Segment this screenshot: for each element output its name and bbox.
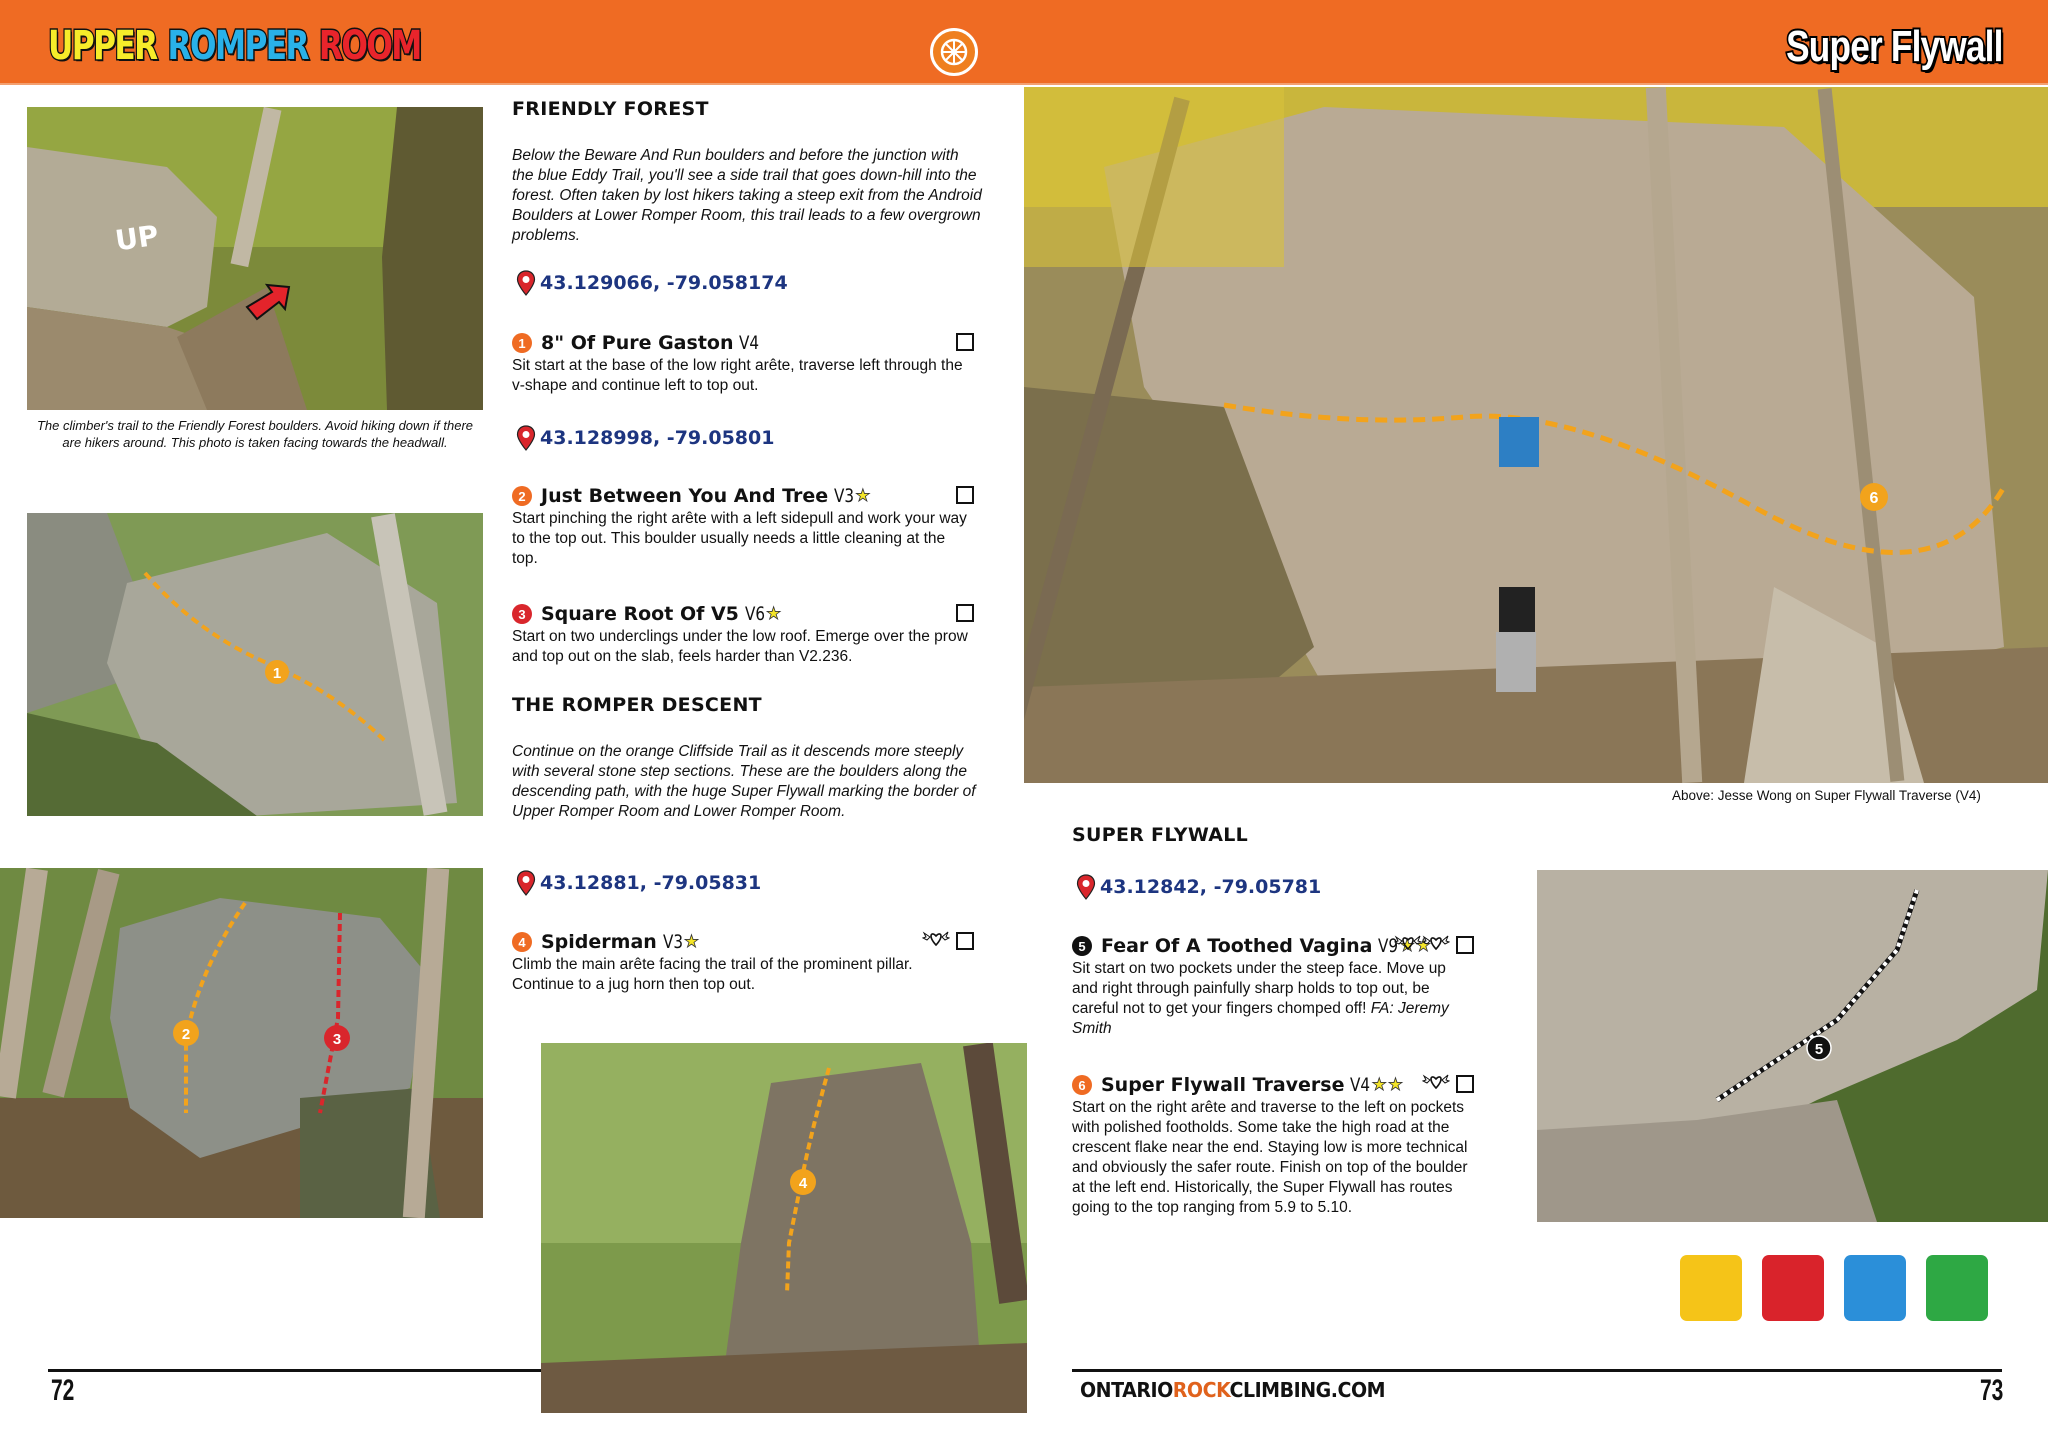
page-number-left: 72 <box>51 1374 75 1407</box>
gps-romper-descent[interactable] <box>516 870 761 896</box>
highball-wings-icon <box>1422 1074 1450 1096</box>
hero-photo-caption: Above: Jesse Wong on Super Flywall Traverse (V4) <box>1672 788 1981 803</box>
star-rating-icon: ★ <box>766 604 783 623</box>
tick-checkbox[interactable] <box>956 932 974 950</box>
problem-number-badge: 6 <box>1072 1075 1092 1095</box>
problem-number-badge: 2 <box>512 486 532 506</box>
gps-coordinates: 43.12842, -79.05781 <box>1100 876 1322 898</box>
problem-1 <box>512 330 974 396</box>
problem-name: Just Between You And Tree <box>541 485 829 507</box>
tick-checkbox[interactable] <box>956 604 974 622</box>
red-cube-icon <box>1762 1255 1824 1321</box>
problem-description: Sit start at the base of the low right arête, traverse left through the v-shape and continue left to top out. <box>512 357 963 394</box>
map-pin-icon <box>516 870 536 896</box>
svg-text:5: 5 <box>1814 1041 1824 1058</box>
problem-grade: V9 <box>1378 935 1399 957</box>
first-ascent-credit: FA: Jeremy Smith <box>1072 1000 1449 1037</box>
problem-grade: V4 <box>1350 1074 1371 1096</box>
gps-coordinates: 43.129066, -79.058174 <box>540 272 788 294</box>
difficulty-cubes <box>1680 1255 1988 1321</box>
tick-checkbox[interactable] <box>1456 1075 1474 1093</box>
problem-description: Start on the right arête and traverse to the left on pockets with polished footholds. Some take the high road at the crescent flake near the end. Staying low is more technical and obviously the safer route. Finish on top of the boulder at the left end. Historically, the Super Flywall has routes going to the top ranging from 5.9 to 5.10. <box>1072 1099 1468 1216</box>
star-rating-icon: ★★ <box>1399 936 1433 955</box>
problem-description: Start on two underclings under the low roof. Emerge over the prow and top out on the slab, feels harder than V2.236. <box>512 628 968 665</box>
map-pin-icon <box>516 270 536 296</box>
romper-descent-title: THE ROMPER DESCENT <box>512 694 762 716</box>
website-link[interactable]: ONTARIOROCKCLIMBING.COM <box>1080 1378 1386 1402</box>
logo-word-room: ROOM <box>318 23 421 69</box>
svg-text:2: 2 <box>181 1026 191 1043</box>
problem-2 <box>512 483 974 569</box>
problem-name: Spiderman <box>541 931 657 953</box>
gps-coordinates: 43.128998, -79.05801 <box>540 427 775 449</box>
area-title: Super Flywall <box>1786 22 2003 71</box>
problem-5-topo-photo <box>1537 870 2048 1222</box>
friendly-forest-trail-photo <box>27 107 483 410</box>
problem-number-badge: 4 <box>512 932 532 952</box>
problem-number-badge: 5 <box>1072 936 1092 956</box>
tick-checkbox[interactable] <box>956 333 974 351</box>
problem-1-topo-photo <box>27 513 483 816</box>
logo-word-romper: ROMPER <box>167 23 308 69</box>
problem-grade: V4 <box>739 332 760 354</box>
section-logo <box>48 18 421 74</box>
spiderman-pillar-photo <box>541 1043 1027 1413</box>
problem-number-badge: 3 <box>512 604 532 624</box>
problem-description: Start pinching the right arête with a left sidepull and work your way to the top out. This boulder usually needs a little cleaning at the top. <box>512 510 967 567</box>
svg-text:6: 6 <box>1869 490 1879 507</box>
problems-2-3-topo-photo <box>0 868 483 1218</box>
map-pin-icon <box>516 425 536 451</box>
gps-super-flywall[interactable] <box>1076 874 1321 900</box>
problem-description: Sit start on two pockets under the steep face. Move up and right through painfully sharp holds to top out, be careful not to get your fingers chomped off! FA: Jeremy Smith <box>1072 960 1449 1037</box>
problem-6 <box>1072 1072 1474 1218</box>
problem-name: Square Root Of V5 <box>541 603 739 625</box>
page-header <box>0 0 2048 85</box>
problem-name: Fear Of A Toothed Vagina <box>1101 935 1373 957</box>
romper-descent-intro: Continue on the orange Cliffside Trail as it descends more steeply with several stone step sections. These are the boulders along the descending path, with the huge Super Flywall marking the border of Upper Romper Room and Lower Romper Room. <box>512 743 976 820</box>
friendly-forest-intro: Below the Beware And Run boulders and before the junction with the blue Eddy Trail, you'll see a side trail that goes down-hill into the forest. Often taken by lost hikers taking a steep exit from the Android Boulders at Lower Romper Room, this trail leads to a few overgrown problems. <box>512 147 982 244</box>
problem-5 <box>1072 933 1474 1039</box>
problem-description: Climb the main arête facing the trail of the prominent pillar. Continue to a jug horn then top out. <box>512 956 913 993</box>
problem-name: Super Flywall Traverse <box>1101 1074 1345 1096</box>
map-pin-icon <box>1076 874 1096 900</box>
gps-coordinates: 43.12881, -79.05831 <box>540 872 762 894</box>
page-number-right: 73 <box>1980 1374 2004 1407</box>
trail-photo-caption: The climber's trail to the Friendly Forest boulders. Avoid hiking down if there are hikers around. This photo is taken facing towards the headwall. <box>36 418 473 450</box>
friendly-forest-title: FRIENDLY FOREST <box>512 98 709 120</box>
gps-problems-2-3[interactable] <box>516 425 774 451</box>
logo-word-upper: UPPER <box>48 23 157 69</box>
yellow-cube-icon <box>1680 1255 1742 1321</box>
highball-wings-icon <box>922 931 950 953</box>
problem-grade: V3 <box>834 485 855 507</box>
svg-text:4: 4 <box>798 1175 808 1192</box>
problem-3 <box>512 601 974 667</box>
tick-checkbox[interactable] <box>956 486 974 504</box>
super-flywall-hero-photo <box>1024 87 2048 783</box>
star-rating-icon: ★ <box>855 486 872 505</box>
problem-4 <box>512 929 974 995</box>
problem-name: 8" Of Pure Gaston <box>541 332 734 354</box>
super-flywall-title: SUPER FLYWALL <box>1072 824 1249 846</box>
footer-rule-left <box>48 1369 541 1372</box>
footer-rule-right <box>1072 1369 2002 1372</box>
blue-cube-icon <box>1844 1255 1906 1321</box>
star-rating-icon: ★★ <box>1371 1075 1405 1094</box>
highball-wings-icon <box>1394 935 1450 957</box>
problem-grade: V6 <box>744 603 765 625</box>
wheel-icon <box>930 28 978 76</box>
svg-text:3: 3 <box>332 1031 342 1048</box>
tick-checkbox[interactable] <box>1456 936 1474 954</box>
problem-grade: V3 <box>662 931 683 953</box>
green-cube-icon <box>1926 1255 1988 1321</box>
svg-text:1: 1 <box>272 665 282 682</box>
svg-text:UP: UP <box>113 218 161 258</box>
problem-number-badge: 1 <box>512 333 532 353</box>
gps-friendly-forest[interactable] <box>516 270 788 296</box>
star-rating-icon: ★ <box>683 932 701 951</box>
